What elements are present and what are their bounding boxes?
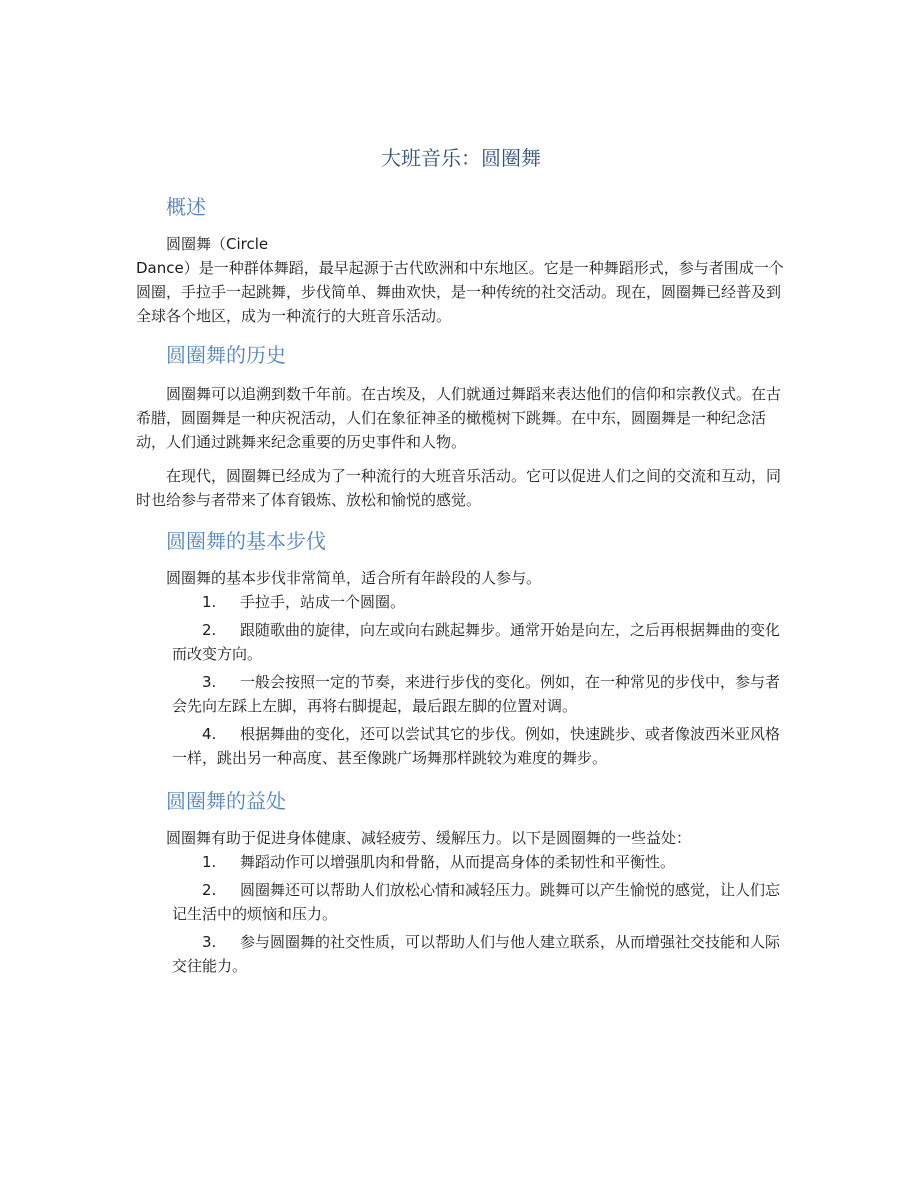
history-paragraph-1: 圆圈舞可以追溯到数千年前。在古埃及，人们就通过舞蹈来表达他们的信仰和宗教仪式。在古希腊，圆圈舞是一种庆祝活动，人们在象征神圣的橄榄树下跳舞。在中东，圆圈舞是一种纪念活动，人们通过跳舞来纪念重要的历史事件和人物。 (136, 385, 782, 451)
steps-list (136, 590, 786, 770)
heading-benefits: 圆圈舞的益处 (166, 789, 286, 813)
list-text: 手拉手，站成一个圆圈。 (240, 593, 406, 611)
history-paragraph-2: 在现代，圆圈舞已经成为了一种流行的大班音乐活动。它可以促进人们之间的交流和互动，同时也给参与者带来了体育锻炼、放松和愉悦的感觉。 (136, 467, 782, 509)
list-text: 圆圈舞还可以帮助人们放松心情和减轻压力。跳舞可以产生愉悦的感觉，让人们忘记生活中的烦恼和压力。 (172, 881, 781, 923)
list-text: 跟随歌曲的旋律，向左或向右跳起舞步。通常开始是向左，之后再根据舞曲的变化而改变方向。 (172, 621, 781, 663)
list-number: 3. (202, 673, 217, 691)
list-text: 参与圆圈舞的社交性质，可以帮助人们与他人建立联系，从而增强社交技能和人际交往能力。 (172, 933, 781, 975)
benefits-intro: 圆圈舞有助于促进身体健康、减轻疲劳、缓解压力。以下是圆圈舞的一些益处： (166, 829, 692, 847)
list-number: 1. (202, 853, 217, 871)
list-number: 3. (202, 933, 217, 951)
list-text: 根据舞曲的变化，还可以尝试其它的步伐。例如，快速跳步、或者像波西米亚风格一样，跳出另一种高度、甚至像跳广场舞那样跳较为难度的舞步。 (172, 725, 781, 767)
heading-history: 圆圈舞的历史 (166, 343, 286, 367)
list-text: 舞蹈动作可以增强肌肉和骨骼，从而提高身体的柔韧性和平衡性。 (240, 853, 676, 871)
overview-paragraph (136, 232, 786, 328)
overview-rest: Dance）是一种群体舞蹈，最早起源于古代欧洲和中东地区。它是一种舞蹈形式，参与者围成一个圆圈，手拉手一起跳舞，步伐简单、舞曲欢快，是一种传统的社交活动。现在，圆圈舞已经普及到全球各个地区，成为一种流行的大班音乐活动。 (136, 259, 784, 325)
list-item (136, 930, 786, 978)
document-title: 大班音乐：圆圈舞 (381, 146, 541, 170)
list-item (136, 670, 786, 718)
overview-line1: 圆圈舞（Circle (166, 235, 269, 253)
list-item (136, 590, 786, 614)
list-item (136, 878, 786, 926)
list-number: 1. (202, 593, 217, 611)
steps-intro: 圆圈舞的基本步伐非常简单，适合所有年龄段的人参与。 (166, 569, 542, 587)
list-number: 4. (202, 725, 217, 743)
heading-steps: 圆圈舞的基本步伐 (166, 529, 326, 553)
list-item (136, 722, 786, 770)
list-number: 2. (202, 881, 217, 899)
list-text: 一般会按照一定的节奏，来进行步伐的变化。例如，在一种常见的步伐中，参与者会先向左踩上左脚，再将右脚提起，最后跟左脚的位置对调。 (172, 673, 781, 715)
list-item (136, 618, 786, 666)
heading-overview: 概述 (166, 195, 206, 219)
list-number: 2. (202, 621, 217, 639)
document-page (136, 140, 786, 982)
benefits-list (136, 850, 786, 978)
list-item (136, 850, 786, 874)
